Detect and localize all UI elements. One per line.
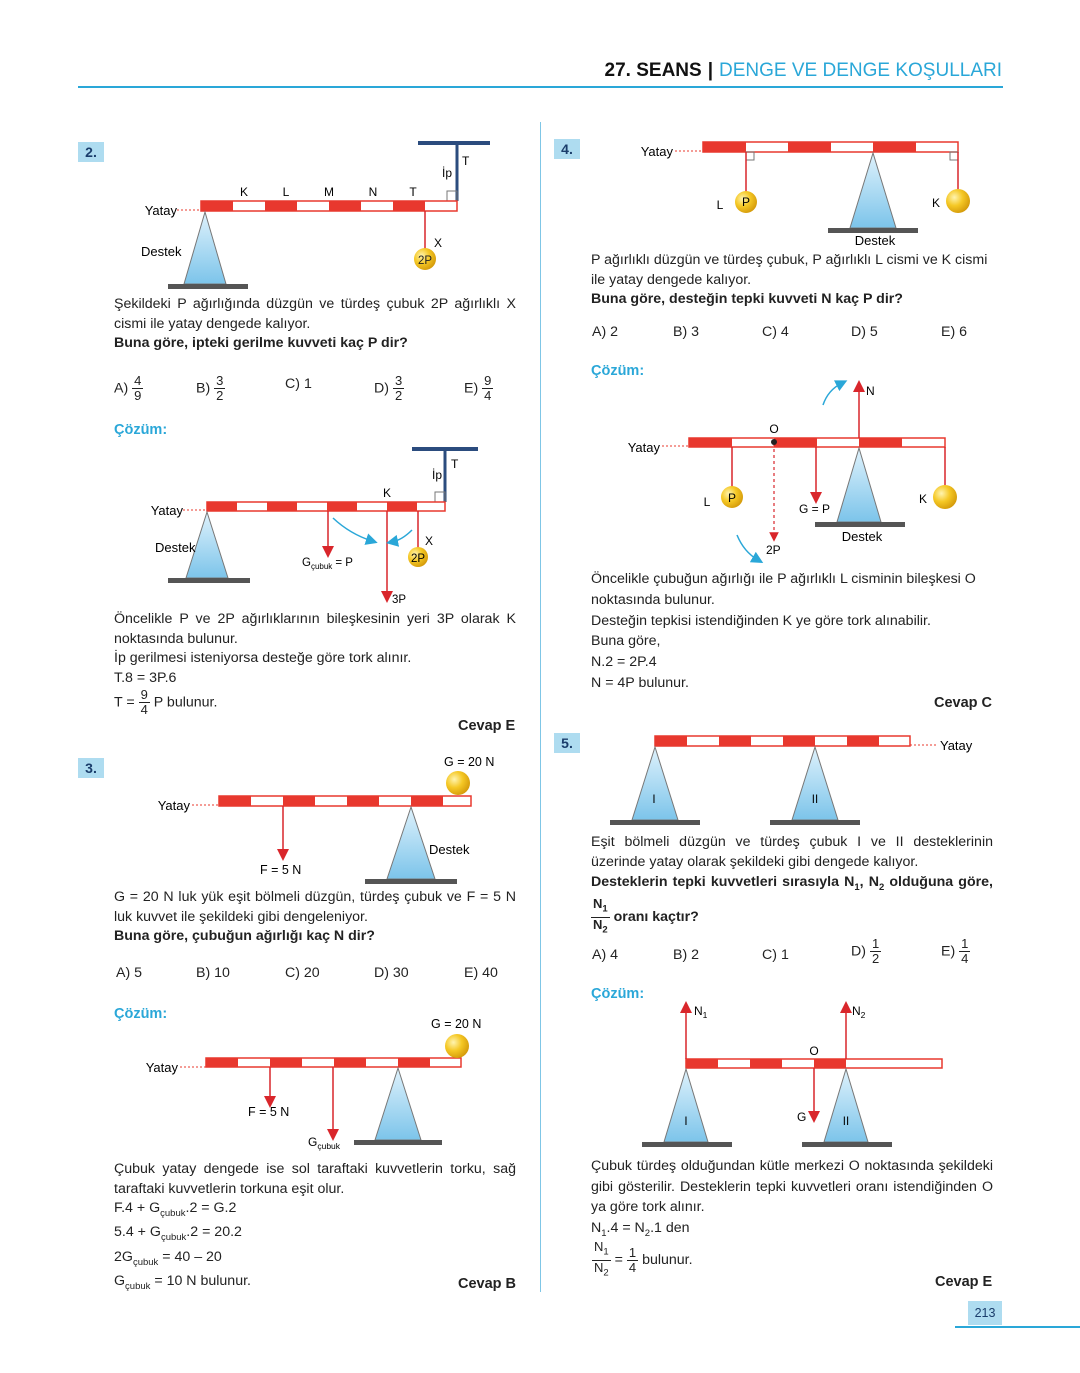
q2-fig-tension: T bbox=[462, 154, 470, 168]
q5-solution-heading: Çözüm: bbox=[591, 986, 645, 1002]
header-title bbox=[605, 60, 1002, 82]
q5-option-a[interactable]: A) 4 bbox=[592, 947, 619, 963]
q2-fig-t: T bbox=[409, 185, 417, 199]
q2-option-b[interactable]: B) $\frac{3}{2}$ bbox=[196, 373, 224, 403]
q4-solution-heading: Çözüm: bbox=[591, 363, 645, 379]
q5-sol-n2: $N_2$ bbox=[852, 1004, 866, 1020]
q3-eq1: $F.4 + G_{çubuk}.2 = G.2$ bbox=[114, 1200, 237, 1219]
q4-solution-text: Öncelikle çubuğun ağırlığı ile P ağırlıklı L cisminin bileşkesi O noktasında bulunur. Desteğin tepkisi istendiğinden K ye göre tork alınabilir. Buna göre, N.2 = 2P.4 N = 4P bulunur. bbox=[591, 571, 976, 691]
q5-sol-support-1: I bbox=[684, 1116, 688, 1128]
q4-sol-k: K bbox=[918, 492, 928, 506]
q4-sol-2p: 2P bbox=[766, 543, 781, 557]
q5-option-e[interactable]: E) $\frac{1}{4}$ bbox=[941, 936, 969, 966]
question-number: 3. bbox=[78, 758, 104, 778]
q2-option-d[interactable]: D) $\frac{3}{2}$ bbox=[374, 373, 403, 403]
q2-statement: Şekildeki P ağırlığında düzgün ve türdeş çubuk 2P ağırlıklı X cismi ile yatay dengede kalıyor. Buna göre, ipteki gerilme kuvveti kaç P dir? bbox=[114, 296, 516, 351]
q2-fig-n: N bbox=[368, 185, 378, 199]
q4-sol-n: N bbox=[866, 384, 875, 398]
q4-option-c[interactable]: C) 4 bbox=[762, 324, 789, 340]
q5-sol-g: G bbox=[797, 1110, 807, 1124]
q2-fig-rope: İp bbox=[442, 166, 453, 180]
q5-sol-o: O bbox=[809, 1044, 819, 1058]
q2-sol-grod: $G_{çubuk} = P$ bbox=[302, 557, 353, 571]
q5-solution-text: Çubuk türdeş olduğundan kütle merkezi O noktasında şekildeki gibi gösterilir. Desteklerin tepki kuvvetleri oranı istendiğinden O ya göre tork alınır. $N_1.4 = N_2.1$ den bbox=[591, 1156, 993, 1244]
q2-fig-support: Destek bbox=[141, 244, 182, 259]
q2-option-c[interactable]: C) 1 bbox=[285, 376, 312, 392]
q4-fig-l: L bbox=[716, 198, 724, 212]
q4-sol-g: G = P bbox=[799, 502, 831, 516]
page-number: 213 bbox=[968, 1301, 1002, 1325]
q3-option-a[interactable]: A) 5 bbox=[116, 965, 143, 981]
q2-sol-x: X bbox=[425, 534, 434, 548]
q3-option-d[interactable]: D) 30 bbox=[374, 965, 409, 981]
q4-option-b[interactable]: B) 3 bbox=[673, 324, 700, 340]
q2-fig-x: X bbox=[434, 236, 443, 250]
q4-option-d[interactable]: D) 5 bbox=[851, 324, 878, 340]
q4-fig-support: Destek bbox=[854, 233, 896, 248]
q5-option-c[interactable]: C) 1 bbox=[762, 947, 789, 963]
q3-fig-support: Destek bbox=[429, 842, 470, 857]
q3-eq4: $G_{çubuk} = 10$ N bulunur. bbox=[114, 1272, 251, 1292]
q3-option-e[interactable]: E) 40 bbox=[464, 965, 498, 981]
q5-fig-support-2: II bbox=[811, 794, 819, 806]
footer-rule bbox=[955, 1326, 1080, 1328]
q3-sol-horizontal: Yatay bbox=[145, 1060, 178, 1075]
q4-sol-p: P bbox=[727, 491, 737, 505]
q3-solution-heading: Çözüm: bbox=[114, 1006, 168, 1022]
q2-sol-ball: 2P bbox=[410, 553, 426, 565]
q2-sol-support: Destek bbox=[155, 540, 196, 555]
q2-fig-ball: 2P bbox=[417, 255, 433, 267]
q2-fig-m: M bbox=[324, 185, 334, 199]
q5-option-d[interactable]: D) $\frac{1}{2}$ bbox=[851, 936, 880, 966]
q2-solution-text: Öncelikle P ve 2P ağırlıklarının bileşkesinin yeri 3P olarak K noktasında bulunur. İp gerilmesi isteniyorsa desteğe göre tork alınır. T.8 = 3P.6 bbox=[114, 611, 516, 686]
q3-option-c[interactable]: C) 20 bbox=[285, 965, 320, 981]
column-divider bbox=[540, 122, 541, 1292]
q4-option-a[interactable]: A) 2 bbox=[592, 324, 619, 340]
q4-sol-l: L bbox=[703, 495, 711, 509]
q4-option-e[interactable]: E) 6 bbox=[941, 324, 968, 340]
q3-fig-f: F = 5 N bbox=[260, 863, 302, 877]
q2-fig-l: L bbox=[282, 185, 290, 199]
question-number: 4. bbox=[554, 139, 580, 159]
q3-sol-grod: $G_{çubuk}$ bbox=[308, 1135, 341, 1151]
q2-sol-k: K bbox=[382, 486, 392, 500]
q5-fig-horizontal: Yatay bbox=[940, 738, 973, 753]
q3-answer: Cevap B bbox=[458, 1276, 517, 1292]
q4-sol-support: Destek bbox=[841, 529, 883, 544]
question-number: 2. bbox=[78, 142, 104, 162]
q3-fig-horizontal: Yatay bbox=[157, 798, 190, 813]
q2-result: T = $\frac{9}{4}$ P bulunur. bbox=[114, 687, 218, 717]
q2-sol-3p: 3P bbox=[392, 594, 407, 606]
q5-eq2: $\frac{N_1}{N_2}$ = $\frac{1}{4}$ bulunur. bbox=[594, 1239, 693, 1279]
q2-sol-rope: İp bbox=[432, 468, 443, 482]
session-label: 27. SEANS bbox=[604, 60, 702, 81]
q3-solution-text: Çubuk yatay dengede ise sol taraftaki kuvvetlerin torku, sağ taraftaki kuvvetlerin torkuna eşit olur. $F.4 + G_{çubuk}.2 = G.2$ $5.4 + G_{çubuk}.2 = 20.2$ $2G_{çubuk} = 40 - 20$ $G_{çubuk} = 10$ N bulunur. bbox=[114, 1160, 516, 1296]
q2-option-e[interactable]: E) $\frac{9}{4}$ bbox=[464, 373, 492, 403]
q2-fig-k: K bbox=[239, 185, 249, 199]
q5-statement: Eşit bölmeli düzgün ve türdeş çubuk I ve II desteklerinin üzerinde yatay olarak şekildeki gibi dengede kalıyor. Desteklerin tepki kuvvetleri sırasıyla $N_1$, $N_2$ olduğuna göre, $\frac{N_1}{N_2}$ oranı kaçtır? bbox=[591, 834, 993, 936]
q4-fig-k: K bbox=[931, 196, 941, 210]
q3-eq3: $2G_{çubuk} = 40 - 20$ bbox=[114, 1248, 222, 1268]
q5-option-b[interactable]: B) 2 bbox=[673, 947, 700, 963]
q5-sol-support-2: II bbox=[842, 1116, 850, 1128]
q2-fig-horizontal: Yatay bbox=[144, 203, 177, 218]
topic-label: DENGE VE DENGE KOŞULLARI bbox=[719, 60, 1002, 81]
header-rule bbox=[78, 86, 1003, 88]
q4-sol-horizontal: Yatay bbox=[627, 440, 660, 455]
q5-sol-n1: $N_1$ bbox=[694, 1004, 708, 1020]
q3-sol-f: F = 5 N bbox=[248, 1105, 290, 1119]
q2-answer: Cevap E bbox=[458, 718, 516, 734]
q4-fig-horizontal: Yatay bbox=[640, 144, 673, 159]
q4-fig-p: P bbox=[741, 195, 751, 209]
q3-fig-g: G = 20 N bbox=[444, 755, 495, 769]
q5-question: Desteklerin tepki kuvvetleri sırasıyla $N_1$, $N_2$ olduğuna göre, $\frac{N_1}{N_2}$ oranı kaçtır? bbox=[591, 874, 993, 936]
q2-solution-heading: Çözüm: bbox=[114, 422, 168, 438]
q2-option-a[interactable]: A) $\frac{4}{9}$ bbox=[114, 373, 142, 403]
q3-eq2: $5.4 + G_{çubuk}.2 = 20.2$ bbox=[114, 1224, 242, 1244]
q3-sol-g: G = 20 N bbox=[431, 1017, 482, 1031]
q5-fig-support-1: I bbox=[652, 794, 656, 806]
q3-option-b[interactable]: B) 10 bbox=[196, 965, 230, 981]
q2-sol-horizontal: Yatay bbox=[150, 503, 183, 518]
q4-sol-o: O bbox=[769, 422, 779, 436]
q5-answer: Cevap E bbox=[935, 1274, 993, 1290]
q5-eq1: $N_1.4 = N_2.1$ den bbox=[591, 1219, 690, 1239]
q3-statement: G = 20 N luk yük eşit bölmeli düzgün, türdeş çubuk ve F = 5 N luk kuvvet ile şekildeki gibi dengeleniyor. Buna göre, çubuğun ağırlığı kaç N dir? bbox=[114, 889, 516, 944]
q4-answer: Cevap C bbox=[934, 695, 993, 711]
header-separator: | bbox=[707, 60, 714, 81]
q2-sol-t: T bbox=[451, 457, 459, 471]
question-number: 5. bbox=[554, 733, 580, 753]
q4-statement: P ağırlıklı düzgün ve türdeş çubuk, P ağırlıklı L cismi ve K cismi ile yatay dengede kalıyor. Buna göre, desteğin tepki kuvveti N kaç P dir? bbox=[591, 252, 988, 307]
